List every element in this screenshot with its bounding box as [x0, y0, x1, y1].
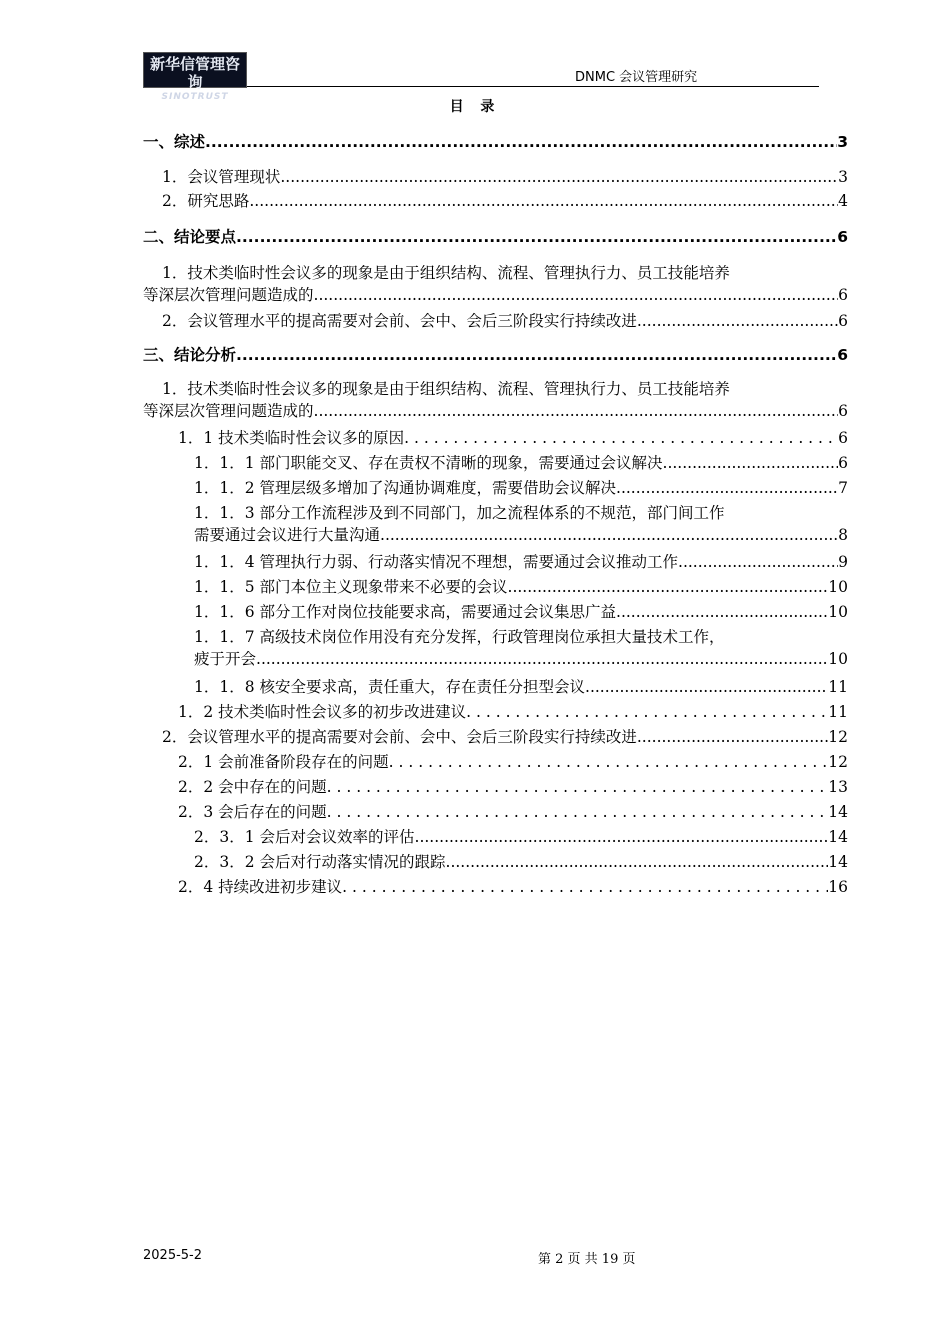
toc-leader [205, 131, 837, 153]
toc-page-number: 7 [838, 479, 848, 497]
toc-entry[interactable] [194, 601, 848, 623]
toc-entry-text: 2．3 会后存在的问题 [178, 803, 327, 821]
toc-entry[interactable] [162, 310, 848, 332]
toc-entry[interactable] [194, 551, 848, 573]
toc-entry-text: 1．1．1 部门职能交叉、存在责权不清晰的现象，需要通过会议解决 [194, 454, 663, 472]
toc-leader [314, 284, 839, 306]
toc-title: 目 录 [449, 99, 501, 115]
toc-leader [415, 826, 829, 848]
document-header-title: DNMC 会议管理研究 [575, 70, 698, 85]
toc-entry-text: 2．研究思路 [162, 192, 250, 210]
toc-page-number: 14 [828, 853, 848, 871]
toc-page-number: 10 [828, 578, 848, 596]
toc-entry-text: 二、结论要点 [143, 228, 237, 246]
toc-leader [637, 310, 838, 332]
toc-leader [637, 726, 828, 748]
toc-page-number: 6 [837, 346, 848, 364]
toc-entry[interactable] [194, 826, 848, 848]
footer-date: 2025-5-2 [143, 1248, 203, 1263]
toc-page-number: 13 [828, 778, 848, 796]
toc-leader [678, 551, 838, 573]
toc-leader [327, 801, 829, 823]
toc-entry-text-line1: 1．1．7 高级技术岗位作用没有充分发挥，行政管理岗位承担大量技术工作， [194, 628, 725, 646]
toc-leader [380, 524, 838, 546]
toc-leader [249, 190, 838, 212]
toc-leader [256, 648, 828, 670]
toc-entry[interactable] [194, 851, 848, 873]
toc-entry[interactable] [194, 452, 848, 474]
header-rule [247, 86, 819, 87]
toc-page-number: 6 [838, 454, 848, 472]
toc-entry[interactable] [194, 502, 848, 546]
toc-leader [508, 576, 829, 598]
toc-entry-text: 疲于开会 [194, 650, 257, 668]
toc-entry-text: 1．会议管理现状 [162, 168, 281, 186]
toc-entry-text: 1．1．5 部门本位主义现象带来不必要的会议 [194, 578, 508, 596]
toc-entry-section-2[interactable] [143, 226, 848, 248]
toc-page-number: 11 [828, 703, 848, 721]
company-logo [143, 52, 247, 102]
toc-page-number: 3 [837, 133, 848, 151]
toc-entry-text: 2．会议管理水平的提高需要对会前、会中、会后三阶段实行持续改进 [162, 728, 637, 746]
toc-page-number: 6 [838, 312, 848, 330]
toc-leader [616, 601, 828, 623]
toc-page-number: 8 [838, 526, 848, 544]
toc-leader [446, 851, 829, 873]
toc-entry[interactable] [178, 427, 848, 449]
toc-page-number: 12 [828, 728, 848, 746]
toc-entry[interactable] [162, 726, 848, 748]
toc-entry-text: 需要通过会议进行大量沟通 [194, 526, 381, 544]
toc-entry-text: 三、结论分析 [143, 346, 237, 364]
toc-entry-text: 等深层次管理问题造成的 [143, 402, 314, 420]
toc-entry[interactable] [162, 166, 848, 188]
toc-entry-text: 1．1．2 管理层级多增加了沟通协调难度，需要借助会议解决 [194, 479, 617, 497]
toc-entry-text: 2．1 会前准备阶段存在的问题 [178, 753, 389, 771]
toc-page-number: 6 [838, 429, 848, 447]
toc-leader [236, 226, 837, 248]
toc-entry-text: 1．2 技术类临时性会议多的初步改进建议 [178, 703, 467, 721]
toc-leader [342, 876, 828, 898]
toc-entry[interactable] [178, 701, 848, 723]
toc-leader [327, 776, 829, 798]
toc-entry-text: 2．2 会中存在的问题 [178, 778, 327, 796]
toc-leader [404, 427, 838, 449]
toc-entry-text-line1: 1．技术类临时性会议多的现象是由于组织结构、流程、管理执行力、员工技能培养 [162, 380, 730, 398]
toc-page-number: 6 [838, 286, 848, 304]
toc-entry[interactable] [194, 676, 848, 698]
toc-entry[interactable] [143, 378, 848, 422]
toc-page-number: 12 [828, 753, 848, 771]
toc-entry-section-1[interactable] [143, 131, 848, 153]
toc-leader [466, 701, 828, 723]
toc-leader [314, 400, 839, 422]
toc-leader [236, 344, 837, 366]
toc-page-number: 9 [838, 553, 848, 571]
toc-entry-text: 等深层次管理问题造成的 [143, 286, 314, 304]
toc-page-number: 4 [838, 192, 848, 210]
toc-leader [663, 452, 839, 474]
toc-entry[interactable] [178, 801, 848, 823]
toc-entry-text: 一、综述 [143, 133, 206, 151]
toc-entry[interactable] [194, 626, 848, 670]
toc-page-number: 14 [828, 803, 848, 821]
toc-leader [616, 477, 838, 499]
toc-entry[interactable] [143, 262, 848, 306]
toc-page-number: 6 [837, 228, 848, 246]
logo-english-text: SINOTRUST [161, 92, 229, 102]
toc-entry-text: 1．1．6 部分工作对岗位技能要求高，需要通过会议集思广益 [194, 603, 617, 621]
logo-chinese-text: 新华信管理咨询 [149, 55, 240, 91]
toc-entry[interactable] [178, 776, 848, 798]
footer-page-number: 第 2 页 共 19 页 [538, 1252, 636, 1267]
toc-entry-text: 2．3．1 会后对会议效率的评估 [194, 828, 415, 846]
toc-page-number: 11 [828, 678, 848, 696]
toc-page-number: 6 [838, 402, 848, 420]
toc-entry-text: 1．1．8 核安全要求高，责任重大，存在责任分担型会议 [194, 678, 586, 696]
toc-entry-text: 1．1 技术类临时性会议多的原因 [178, 429, 405, 447]
toc-entry[interactable] [194, 576, 848, 598]
toc-entry[interactable] [178, 751, 848, 773]
toc-entry-text: 2．会议管理水平的提高需要对会前、会中、会后三阶段实行持续改进 [162, 312, 637, 330]
toc-entry[interactable] [194, 477, 848, 499]
toc-entry-text-line1: 1．1．3 部分工作流程涉及到不同部门，加之流程体系的不规范，部门间工作 [194, 504, 725, 522]
toc-page-number: 10 [828, 603, 848, 621]
toc-entry-text: 2．4 持续改进初步建议 [178, 878, 343, 896]
toc-leader [280, 166, 838, 188]
toc-page-number: 16 [828, 878, 848, 896]
toc-page-number: 14 [828, 828, 848, 846]
toc-page-number: 10 [828, 650, 848, 668]
toc-entry-text: 2．3．2 会后对行动落实情况的跟踪 [194, 853, 446, 871]
toc-entry-section-3[interactable] [143, 344, 848, 366]
toc-entry-text: 1．1．4 管理执行力弱、行动落实情况不理想，需要通过会议推动工作 [194, 553, 679, 571]
toc-entry-text-line1: 1．技术类临时性会议多的现象是由于组织结构、流程、管理执行力、员工技能培养 [162, 264, 730, 282]
toc-page-number: 3 [838, 168, 848, 186]
toc-entry[interactable] [162, 190, 848, 212]
toc-entry[interactable] [178, 876, 848, 898]
toc-leader [585, 676, 828, 698]
toc-leader [389, 751, 829, 773]
